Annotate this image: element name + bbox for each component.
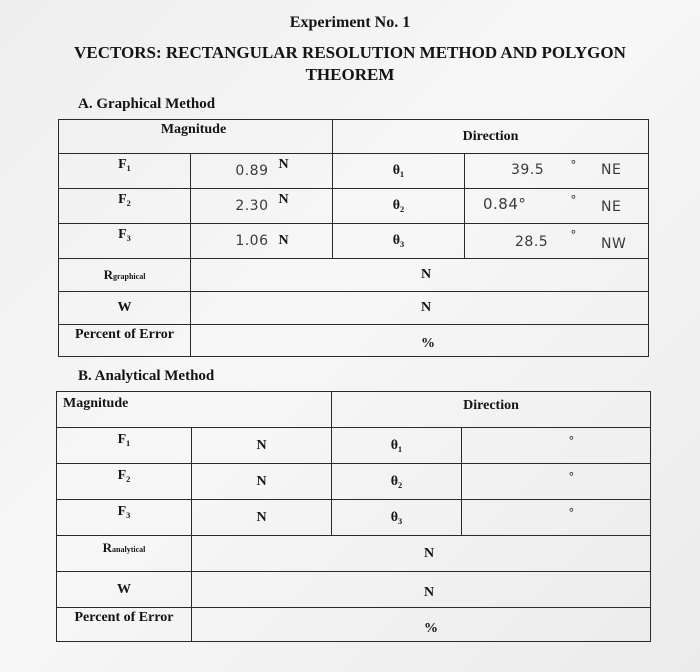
analytical-error-value-cell[interactable] [192,608,651,642]
graphical-f2-label: F₂ [118,192,131,207]
analytical-row-f1 [57,428,651,464]
analytical-f2-label: F₂ [117,468,131,483]
graphical-section-title: A. Graphical Method [78,96,216,112]
analytical-resultant-unit: N [424,545,435,561]
analytical-error-row [57,608,651,642]
graphical-direction-header: Direction [462,128,519,144]
graphical-magnitude-header-cell [59,120,333,154]
worksheet-heading: VECTORS: RECTANGULAR RESOLUTION METHOD AND POLYGON THEOREM [74,43,626,84]
graphical-f2-magnitude[interactable]: 2.30 [235,197,269,214]
graphical-table [58,119,649,357]
analytical-f3-unit: N [256,509,267,525]
graphical-w-value-cell[interactable] [191,292,649,325]
graphical-row-f3 [59,224,649,259]
graphical-f1-direction-cell[interactable] [465,154,649,189]
analytical-f2-degree: ° [569,469,574,483]
analytical-f2-unit: N [256,473,267,489]
analytical-row-f3 [57,500,651,536]
analytical-section-title: B. Analytical Method [78,368,215,384]
graphical-f3-magnitude[interactable]: 1.06 [235,232,269,249]
analytical-w-unit: N [424,584,435,600]
analytical-f1-direction-cell[interactable] [462,428,651,464]
analytical-theta2: θ₂ [390,473,403,489]
analytical-f2-direction-cell[interactable] [462,464,651,500]
analytical-f3-label: F₃ [117,504,131,519]
analytical-w-row [57,572,651,608]
graphical-f1-magnitude[interactable]: 0.89 [235,162,269,179]
graphical-f3-degree: ° [571,227,576,241]
analytical-table [56,391,651,642]
analytical-f3-degree: ° [569,505,574,519]
graphical-f3-angle[interactable]: 28.5 [515,234,549,250]
graphical-row-f1 [59,154,649,189]
graphical-theta2: θ₂ [392,198,405,213]
analytical-resultant-row [57,536,651,572]
graphical-error-unit: % [421,335,435,351]
analytical-row-f2 [57,464,651,500]
graphical-f2-direction-cell[interactable] [465,189,649,224]
analytical-f1-degree: ° [569,433,574,447]
graphical-f2-unit: N [278,192,289,207]
graphical-f2-angle[interactable]: 0.84° [483,195,527,213]
graphical-error-value-cell[interactable] [191,325,649,357]
graphical-f1-angle[interactable]: 39.5 [511,162,545,178]
graphical-f3-unit: N [278,233,289,248]
analytical-f1-unit: N [256,437,267,453]
graphical-error-row [59,325,649,357]
graphical-w-label: W [117,300,132,315]
analytical-theta3: θ₃ [390,509,403,525]
analytical-resultant-value-cell[interactable] [192,536,651,572]
graphical-f1-unit: N [278,157,289,172]
graphical-f3-direction-cell[interactable] [465,224,649,259]
analytical-theta1: θ₁ [390,437,403,453]
analytical-resultant-label: R [102,540,113,555]
analytical-f3-magnitude-cell[interactable] [192,500,332,536]
graphical-resultant-label: R [103,267,113,282]
analytical-magnitude-header-cell [57,392,332,428]
analytical-f3-direction-cell[interactable] [462,500,651,536]
graphical-magnitude-header: Magnitude [160,122,227,137]
analytical-resultant-sub: analytical [112,545,146,554]
analytical-f2-magnitude-cell[interactable] [192,464,332,500]
analytical-w-value-cell[interactable] [192,572,651,608]
graphical-theta3: θ₃ [392,233,405,248]
graphical-theta1: θ₁ [392,163,405,178]
graphical-f1-label: F₁ [118,157,131,172]
analytical-w-label: W [117,581,131,597]
graphical-f2-dir[interactable]: NE [601,199,622,215]
graphical-w-unit: N [421,300,432,315]
analytical-error-label: Percent of Error [74,610,174,625]
analytical-direction-header-cell [332,392,651,428]
graphical-f1-degree: ° [571,157,576,171]
graphical-row-f2 [59,189,649,224]
analytical-f1-label: F₁ [117,432,131,447]
graphical-f3-label: F₃ [118,227,131,242]
graphical-resultant-value-cell[interactable] [191,259,649,292]
analytical-error-unit: % [424,620,438,636]
graphical-f2-degree: ° [571,192,576,206]
graphical-resultant-row [59,259,649,292]
graphical-resultant-unit: N [421,267,432,282]
graphical-f1-dir[interactable]: NE [601,162,622,178]
experiment-title: Experiment No. 1 [289,14,411,31]
graphical-w-row [59,292,649,325]
analytical-magnitude-header: Magnitude [63,396,129,411]
analytical-f1-magnitude-cell[interactable] [192,428,332,464]
graphical-error-label: Percent of Error [75,327,174,342]
graphical-direction-header-cell [333,120,649,154]
analytical-direction-header: Direction [463,398,519,413]
graphical-f3-dir[interactable]: NW [601,236,627,252]
graphical-resultant-sub: graphical [112,272,146,281]
